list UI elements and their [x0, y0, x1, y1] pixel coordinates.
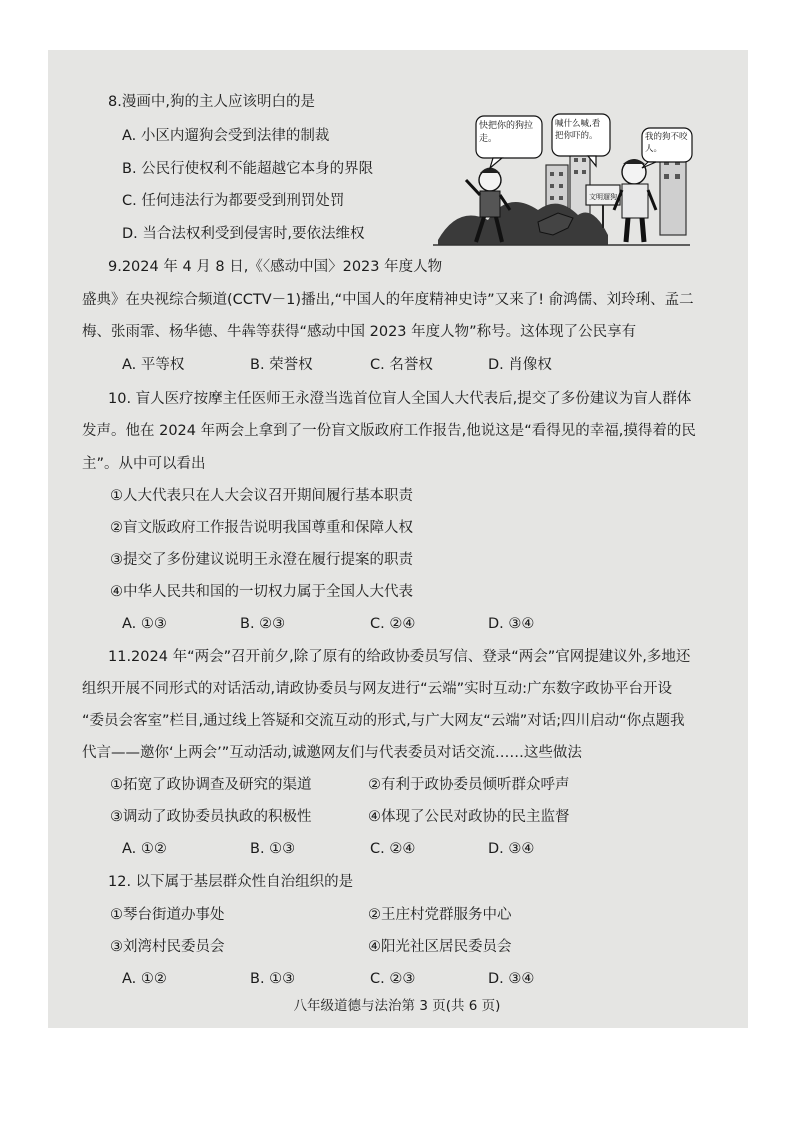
q10-statement-3: ③提交了多份建议说明王永澄在履行提案的职责 [110, 552, 413, 568]
q11-line3: “委员会客室”栏目,通过线上答疑和交流互动的形式,与广大网友“云端”对话;四川启动“你点题我 [82, 713, 685, 729]
q11-line2: 组织开展不同形式的对话活动,请政协委员与网友进行“云端”实时互动:广东数字政协平台开设 [82, 681, 673, 697]
q9-line2: 盛典》在央视综合频道(CCTV－1)播出,“中国人的年度精神史诗”又来了! 俞鸿儒、刘玲琍、孟二 [82, 292, 694, 308]
q10-option-a: A. ①③ [122, 616, 167, 632]
q9-line3: 梅、张雨霏、杨华德、牛犇等获得“感动中国 2023 年度人物”称号。这体现了公民享有 [82, 324, 637, 340]
q10-statement-1: ①人大代表只在人大会议召开期间履行基本职责 [110, 488, 413, 504]
q10-line1: 10. 盲人医疗按摩主任医师王永澄当选首位盲人全国人大代表后,提交了多份建议为盲人群体 [108, 391, 692, 407]
q10-line2: 发声。他在 2024 年两会上拿到了一份盲文版政府工作报告,他说这是“看得见的幸福,摸得着的民 [82, 423, 696, 439]
q12-stem: 12. 以下属于基层群众性自治组织的是 [108, 874, 354, 890]
q9-option-a: A. 平等权 [122, 357, 185, 373]
q9-line1: 9.2024 年 4 月 8 日,《〈感动中国〉2023 年度人物 [108, 259, 443, 275]
q10-option-b: B. ②③ [240, 616, 286, 632]
q11-line4: 代言——邀你‘上两会’”互动活动,诚邀网友们与代表委员对话交流……这些做法 [82, 745, 582, 761]
q8-option-a: A. 小区内遛狗会受到法律的制裁 [122, 128, 330, 144]
q11-option-b: B. ①③ [250, 841, 296, 857]
q8-option-c: C. 任何违法行为都要受到刑罚处罚 [122, 193, 345, 209]
bubble-right-text: 我的狗不咬人。 [645, 132, 688, 154]
q8-option-b: B. 公民行使权利不能超越它本身的界限 [122, 161, 374, 177]
q11-option-c: C. ②④ [370, 841, 416, 857]
q11-statement-1: ①拓宽了政协调查及研究的渠道 [110, 777, 312, 793]
q12-statement-4: ④阳光社区居民委员会 [368, 939, 512, 955]
q12-option-c: C. ②③ [370, 971, 416, 987]
q8-cartoon [428, 110, 696, 255]
q12-option-a: A. ①② [122, 971, 167, 987]
q8-stem: 8.漫画中,狗的主人应该明白的是 [108, 94, 315, 110]
q12-statement-3: ③刘湾村民委员会 [110, 939, 225, 955]
q12-option-d: D. ③④ [488, 971, 535, 987]
q10-line3: 主”。从中可以看出 [82, 456, 206, 472]
cartoon-sign-text: 文明遛狗 [589, 193, 617, 201]
q10-statement-2: ②盲文版政府工作报告说明我国尊重和保障人权 [110, 520, 413, 536]
q12-statement-2: ②王庄村党群服务中心 [368, 907, 512, 923]
q10-option-d: D. ③④ [488, 616, 535, 632]
page-footer: 八年级道德与法治第 3 页(共 6 页) [293, 998, 501, 1014]
q12-option-b: B. ①③ [250, 971, 296, 987]
q9-option-c: C. 名誉权 [370, 357, 433, 373]
bubble-left-text: 快把你的狗拉走。 [479, 121, 534, 144]
q11-option-d: D. ③④ [488, 841, 535, 857]
q9-option-b: B. 荣誉权 [250, 357, 313, 373]
q8-option-d: D. 当合法权利受到侵害时,要依法维权 [122, 226, 365, 242]
q11-statement-2: ②有利于政协委员倾听群众呼声 [368, 777, 570, 793]
bubble-mid-text: 喊什么喊,看把你吓的。 [555, 119, 601, 141]
q11-option-a: A. ①② [122, 841, 167, 857]
q11-statement-4: ④体现了公民对政协的民主监督 [368, 809, 570, 825]
q9-option-d: D. 肖像权 [488, 357, 552, 373]
q11-statement-3: ③调动了政协委员执政的积极性 [110, 809, 312, 825]
q10-statement-4: ④中华人民共和国的一切权力属于全国人大代表 [110, 584, 413, 600]
q11-line1: 11.2024 年“两会”召开前夕,除了原有的给政协委员写信、登录“两会”官网提建议外,多地还 [108, 649, 691, 665]
q10-option-c: C. ②④ [370, 616, 416, 632]
q12-statement-1: ①琴台街道办事处 [110, 907, 225, 923]
